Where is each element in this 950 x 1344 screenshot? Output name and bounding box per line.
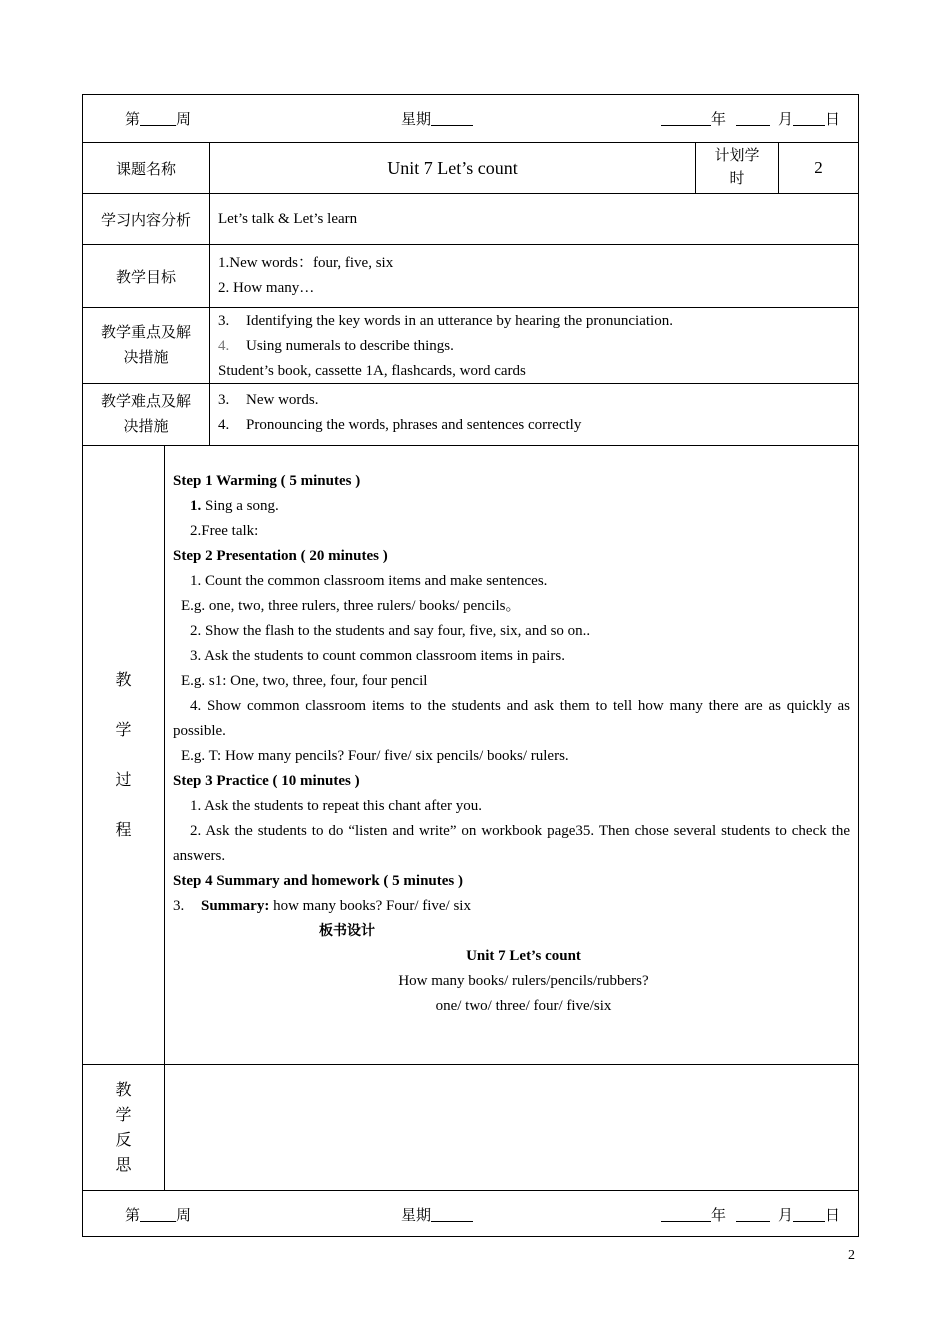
week-field: 第 周 <box>125 112 192 128</box>
weekday-field: 星期 <box>401 1191 473 1237</box>
key-points-content <box>210 308 858 383</box>
year-blank[interactable] <box>661 1207 711 1222</box>
step-line: 1. Ask the students to repeat this chant after you. <box>190 798 483 814</box>
process-label: 教 学 过 程 <box>83 446 165 1064</box>
key-points-materials: Student’s book, cassette 1A, flashcards, word cards <box>218 363 526 379</box>
lesson-plan-table <box>82 94 859 1237</box>
week-blank[interactable] <box>140 111 176 126</box>
step-title: Step 1 Warming ( 5 minutes ) <box>173 473 361 489</box>
reflection-label: 教 学 反 思 <box>83 1065 165 1190</box>
difficulties-row <box>83 384 858 446</box>
year-blank[interactable] <box>661 111 711 126</box>
planned-hours-value: 2 <box>814 158 823 177</box>
step-line: 1. Sing a song. <box>190 498 279 514</box>
key-points-row <box>83 308 858 384</box>
key-point-item: 3. Identifying the key words in an utterance by hearing the pronunciation. <box>218 313 673 329</box>
header-row <box>83 95 858 143</box>
step-title: Step 2 Presentation ( 20 minutes ) <box>173 548 388 564</box>
step-title: Step 4 Summary and homework ( 5 minutes ) <box>173 873 464 889</box>
footer-row <box>83 1191 858 1237</box>
month-blank[interactable] <box>736 111 770 126</box>
difficulties-label: 教学难点及解 决措施 <box>83 384 210 445</box>
date-field: 年 月 日 <box>661 95 840 142</box>
objectives-content <box>210 245 858 307</box>
day-blank[interactable] <box>793 1207 825 1222</box>
week-blank[interactable] <box>140 1207 176 1222</box>
process-row <box>83 446 858 1065</box>
step-title: Step 3 Practice ( 10 minutes ) <box>173 773 360 789</box>
weekday-field: 星期 <box>401 95 473 142</box>
board-line: How many books/ rulers/pencils/rubbers? <box>398 973 649 989</box>
step-line: 1. Count the common classroom items and make sentences. <box>190 573 548 589</box>
difficulty-item: 4. Pronouncing the words, phrases and sentences correctly <box>218 417 582 433</box>
analysis-label: 学习内容分析 <box>83 194 210 244</box>
step-line: E.g. one, two, three rulers, three rulers/ books/ pencils。 <box>181 598 521 614</box>
difficulty-item: 3. New words. <box>218 392 319 408</box>
objective-line: 1.New words：four, five, six <box>218 255 394 271</box>
objective-line: 2. How many… <box>218 280 315 296</box>
board-design-label: 板书设计 <box>319 923 375 939</box>
title-row <box>83 143 858 194</box>
planned-hours-label: 计划学时 <box>696 143 779 193</box>
step-line: E.g. T: How many pencils? Four/ five/ six pencils/ books/ rulers. <box>181 748 569 764</box>
date-field: 年 月 日 <box>661 1191 840 1237</box>
step-line: 4. Show common classroom items to the students and ask them to tell how many there are as quickly as possible. <box>173 698 850 739</box>
month-blank[interactable] <box>736 1207 770 1222</box>
process-content <box>165 446 858 1064</box>
board-title: Unit 7 Let’s count <box>466 948 581 964</box>
weekday-blank[interactable] <box>431 1207 473 1222</box>
page-number: 2 <box>848 1248 855 1263</box>
step-line: 2. Ask the students to do “listen and write” on workbook page35. Then chose several students to check the answers. <box>173 823 850 864</box>
reflection-content[interactable] <box>165 1065 858 1190</box>
analysis-row <box>83 194 858 245</box>
step-line: E.g. s1: One, two, three, four, four pencil <box>181 673 428 689</box>
week-field: 第 周 <box>125 1207 192 1224</box>
day-blank[interactable] <box>793 111 825 126</box>
title-label: 课题名称 <box>83 143 210 193</box>
weekday-blank[interactable] <box>431 111 473 126</box>
step-line: 3. Ask the students to count common classroom items in pairs. <box>190 648 565 664</box>
difficulties-content <box>210 384 858 445</box>
objectives-row <box>83 245 858 308</box>
step-line: 2. Show the flash to the students and say four, five, six, and so on.. <box>190 623 591 639</box>
key-point-item: 4. Using numerals to describe things. <box>218 338 454 354</box>
objectives-label: 教学目标 <box>83 245 210 307</box>
reflection-row <box>83 1065 858 1191</box>
step-line: 2.Free talk: <box>190 523 259 539</box>
lesson-title: Unit 7 Let’s count <box>210 143 696 193</box>
key-points-label: 教学重点及解 决措施 <box>83 308 210 383</box>
step-line: 3. Summary: how many books? Four/ five/ six <box>173 898 471 914</box>
analysis-value: Let’s talk & Let’s learn <box>218 210 358 227</box>
board-line: one/ two/ three/ four/ five/six <box>435 998 612 1014</box>
